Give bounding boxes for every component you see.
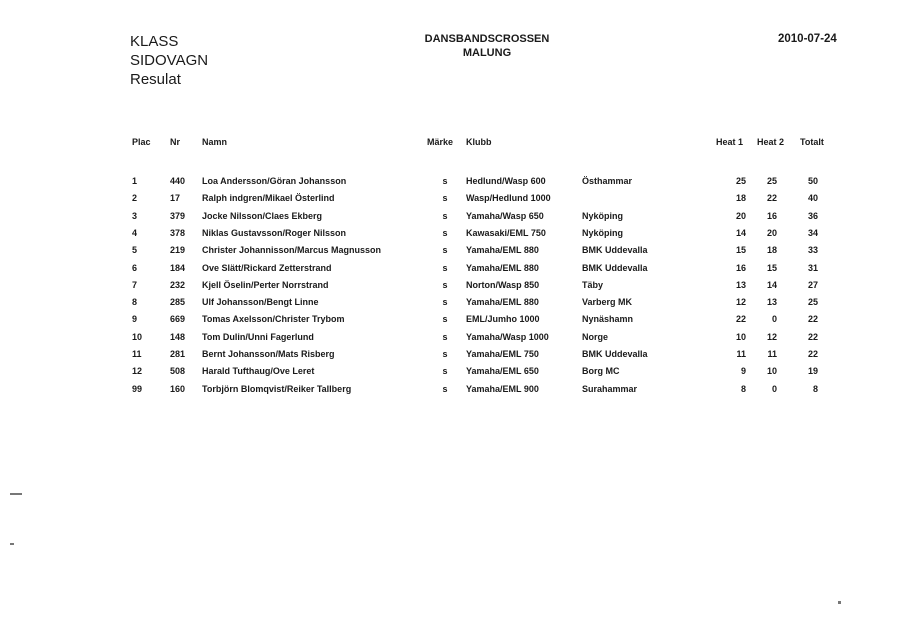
table-row	[0, 260, 904, 277]
cell-total-points: 8	[812, 383, 818, 394]
col-header-namn: Namn	[202, 137, 228, 147]
cell-placement: 99	[132, 383, 143, 394]
cell-heat1-points: 10	[735, 331, 746, 342]
cell-total-points: 31	[807, 262, 818, 273]
cell-start-number: 219	[170, 245, 186, 256]
table-row	[0, 173, 904, 190]
cell-hometown: Östhammar	[582, 176, 633, 186]
table-row	[0, 346, 904, 363]
cell-brand: s	[442, 262, 448, 273]
cell-driver-names: Christer Johannisson/Marcus Magnusson	[202, 245, 382, 256]
cell-placement: 8	[132, 297, 138, 308]
cell-total-points: 25	[807, 297, 818, 308]
cell-club-machine: Yamaha/EML 900	[466, 383, 539, 394]
cell-heat2-points: 10	[766, 366, 777, 377]
cell-total-points: 22	[807, 314, 818, 325]
cell-hometown: BMK Uddevalla	[582, 262, 648, 273]
cell-heat2-points: 22	[766, 193, 777, 204]
cell-heat2-points: 0	[771, 383, 777, 394]
cell-placement: 1	[132, 176, 138, 186]
cell-driver-names: Harald Tufthaug/Ove Leret	[202, 366, 315, 377]
cell-heat1-points: 16	[735, 262, 746, 273]
event-date: 2010-07-24	[778, 33, 837, 45]
table-row	[0, 311, 904, 328]
cell-heat2-points: 18	[766, 245, 777, 256]
cell-club-machine: Yamaha/EML 880	[466, 245, 539, 256]
scan-mark	[838, 601, 841, 604]
cell-placement: 4	[132, 227, 138, 238]
cell-start-number: 148	[170, 331, 186, 342]
cell-driver-names: Loa Andersson/Göran Johansson	[202, 176, 347, 186]
cell-hometown: Nyköping	[582, 210, 624, 221]
cell-heat1-points: 18	[735, 193, 746, 204]
cell-placement: 12	[132, 366, 143, 377]
scan-mark	[10, 493, 22, 495]
cell-start-number: 17	[170, 193, 181, 204]
table-header	[0, 134, 904, 151]
cell-total-points: 27	[807, 279, 818, 290]
cell-driver-names: Ulf Johansson/Bengt Linne	[202, 297, 319, 308]
col-header-nr: Nr	[170, 137, 181, 147]
cell-heat2-points: 12	[766, 331, 777, 342]
cell-heat1-points: 15	[735, 245, 746, 256]
cell-placement: 2	[132, 193, 138, 204]
cell-heat2-points: 14	[766, 279, 777, 290]
cell-heat2-points: 13	[766, 297, 777, 308]
table-row	[0, 225, 904, 242]
cell-brand: s	[442, 383, 448, 394]
cell-start-number: 440	[170, 176, 186, 186]
cell-total-points: 22	[807, 331, 818, 342]
cell-driver-names: Torbjörn Blomqvist/Reiker Tallberg	[202, 383, 352, 394]
cell-brand: s	[442, 176, 448, 186]
cell-placement: 3	[132, 210, 138, 221]
cell-total-points: 40	[807, 193, 818, 204]
cell-heat1-points: 12	[735, 297, 746, 308]
cell-heat1-points: 14	[735, 227, 746, 238]
cell-heat2-points: 0	[771, 314, 777, 325]
cell-driver-names: Tom Dulin/Unni Fagerlund	[202, 331, 314, 342]
scan-mark	[10, 543, 14, 545]
cell-total-points: 22	[807, 349, 818, 359]
cell-club-machine: Yamaha/EML 880	[466, 262, 539, 273]
cell-heat1-points: 11	[736, 349, 746, 359]
cell-club-machine: Yamaha/EML 650	[466, 366, 539, 377]
cell-total-points: 19	[807, 366, 818, 377]
cell-start-number: 669	[170, 314, 186, 325]
cell-hometown: Nynäshamn	[582, 314, 634, 325]
table-row	[0, 242, 904, 259]
cell-heat1-points: 25	[735, 176, 746, 186]
cell-hometown: Varberg MK	[582, 297, 633, 308]
col-header-marke: Märke	[427, 137, 454, 147]
cell-start-number: 281	[170, 349, 186, 359]
cell-heat2-points: 20	[766, 227, 777, 238]
cell-total-points: 36	[807, 210, 818, 221]
cell-start-number: 285	[170, 297, 186, 308]
cell-driver-names: Kjell Öselin/Perter Norrstrand	[202, 279, 329, 290]
cell-heat1-points: 9	[740, 366, 746, 377]
cell-heat2-points: 25	[766, 176, 777, 186]
cell-club-machine: Yamaha/Wasp 650	[466, 210, 544, 221]
cell-hometown: BMK Uddevalla	[582, 349, 648, 359]
cell-heat2-points: 16	[766, 210, 777, 221]
event-location: MALUNG	[462, 47, 512, 59]
col-header-plac: Plac	[132, 137, 151, 147]
cell-brand: s	[442, 193, 448, 204]
cell-driver-names: Tomas Axelsson/Christer Trybom	[202, 314, 345, 325]
class-name: SIDOVAGN	[130, 52, 209, 69]
cell-placement: 5	[132, 245, 138, 256]
cell-hometown: Nyköping	[582, 227, 624, 238]
cell-placement: 7	[132, 279, 138, 290]
cell-brand: s	[442, 227, 448, 238]
cell-driver-names: Niklas Gustavsson/Roger Nilsson	[202, 227, 347, 238]
col-header-heat1: Heat 1	[716, 137, 744, 147]
class-block	[130, 32, 208, 89]
cell-driver-names: Ove Slätt/Rickard Zetterstrand	[202, 262, 332, 273]
class-label: KLASS	[130, 33, 179, 50]
cell-heat2-points: 15	[766, 262, 777, 273]
cell-club-machine: Yamaha/Wasp 1000	[466, 331, 549, 342]
cell-start-number: 379	[170, 210, 186, 221]
cell-brand: s	[442, 366, 448, 377]
cell-club-machine: EML/Jumho 1000	[466, 314, 540, 325]
cell-heat2-points: 11	[767, 349, 777, 359]
table-row	[0, 329, 904, 346]
cell-brand: s	[442, 279, 448, 290]
cell-placement: 10	[132, 331, 143, 342]
table-row	[0, 363, 904, 380]
cell-hometown: Borg MC	[582, 366, 620, 377]
cell-hometown: Surahammar	[582, 383, 638, 394]
cell-heat1-points: 20	[735, 210, 746, 221]
cell-brand: s	[442, 314, 448, 325]
cell-hometown: BMK Uddevalla	[582, 245, 648, 256]
cell-club-machine: Norton/Wasp 850	[466, 279, 540, 290]
cell-placement: 6	[132, 262, 138, 273]
cell-start-number: 184	[170, 262, 186, 273]
cell-hometown: Norge	[582, 331, 609, 342]
cell-placement: 11	[132, 349, 142, 359]
cell-heat1-points: 22	[735, 314, 746, 325]
cell-brand: s	[442, 349, 448, 359]
col-header-klubb: Klubb	[466, 137, 492, 147]
table-row	[0, 208, 904, 225]
cell-total-points: 34	[807, 227, 818, 238]
cell-hometown: Täby	[582, 279, 604, 290]
cell-driver-names: Ralph indgren/Mikael Österlind	[202, 193, 335, 204]
cell-placement: 9	[132, 314, 138, 325]
cell-club-machine: Kawasaki/EML 750	[466, 227, 546, 238]
cell-club-machine: Yamaha/EML 750	[466, 349, 539, 359]
cell-heat1-points: 8	[740, 383, 746, 394]
col-header-totalt: Totalt	[800, 137, 824, 147]
table-row	[0, 277, 904, 294]
cell-heat1-points: 13	[735, 279, 746, 290]
table-row	[0, 381, 904, 398]
cell-start-number: 160	[170, 383, 186, 394]
results-label: Resulat	[130, 71, 181, 88]
cell-brand: s	[442, 331, 448, 342]
cell-start-number: 508	[170, 366, 186, 377]
cell-brand: s	[442, 210, 448, 221]
cell-brand: s	[442, 245, 448, 256]
cell-club-machine: Hedlund/Wasp 600	[466, 176, 546, 186]
table-row	[0, 190, 904, 207]
cell-driver-names: Bernt Johansson/Mats Risberg	[202, 349, 335, 359]
cell-club-machine: Wasp/Hedlund 1000	[466, 193, 551, 204]
cell-total-points: 33	[807, 245, 818, 256]
cell-club-machine: Yamaha/EML 880	[466, 297, 539, 308]
cell-start-number: 378	[170, 227, 186, 238]
cell-total-points: 50	[807, 176, 818, 186]
cell-start-number: 232	[170, 279, 186, 290]
col-header-heat2: Heat 2	[757, 137, 785, 147]
table-row	[0, 294, 904, 311]
event-name: DANSBANDSCROSSEN	[424, 33, 550, 45]
cell-driver-names: Jocke Nilsson/Claes Ekberg	[202, 210, 323, 221]
cell-brand: s	[442, 297, 448, 308]
event-title	[400, 32, 574, 60]
